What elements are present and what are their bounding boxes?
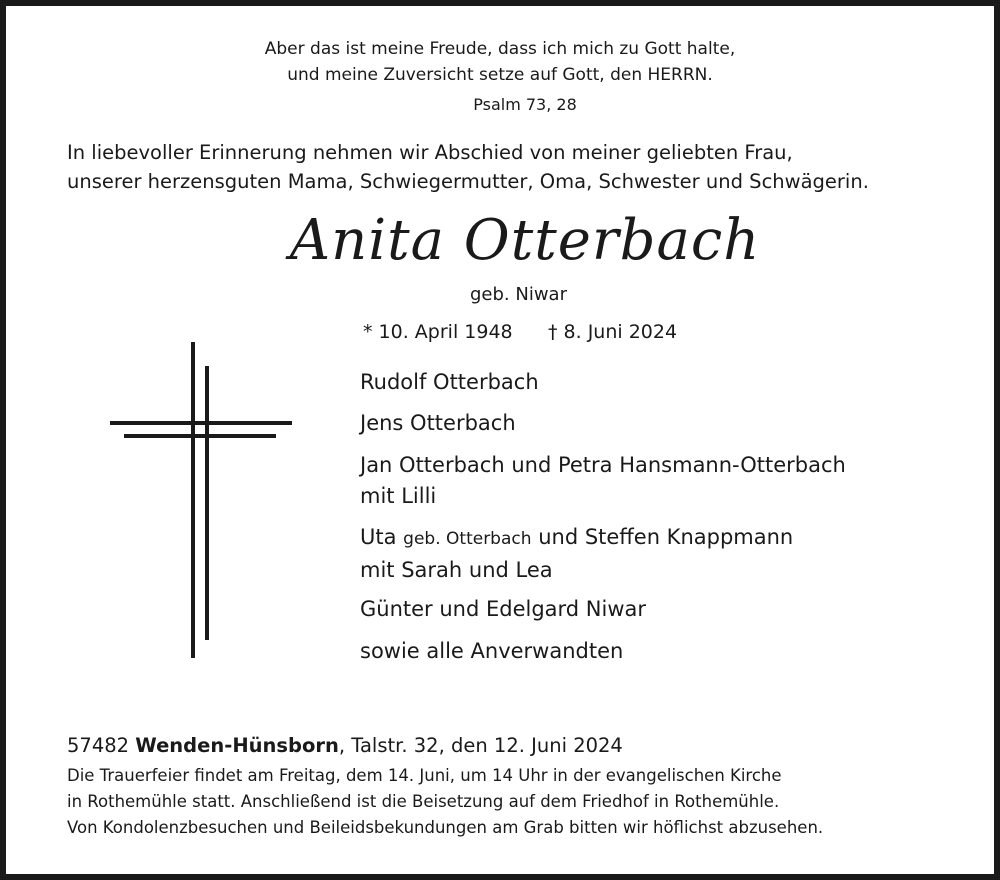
intro-text <box>67 138 869 196</box>
mourner-4-line-1 <box>360 522 793 555</box>
mourner-4-first: Uta <box>360 525 397 549</box>
mourner-4 <box>360 522 793 586</box>
verse-line-1: Aber das ist meine Freude, dass ich mich zu Gott halte, <box>264 39 736 59</box>
mourner-4-line-2: mit Sarah und Lea <box>360 558 553 582</box>
mourner-4-geb: geb. Otterbach <box>403 529 532 549</box>
maiden-name: geb. Niwar <box>470 284 567 305</box>
address-place: Wenden-Hünsborn <box>135 734 339 757</box>
mourner-6: sowie alle Anverwandten <box>360 639 624 663</box>
address-postcode: 57482 <box>67 734 130 757</box>
mourner-4-rest: und Steffen Knappmann <box>538 525 794 549</box>
bible-verse <box>0 36 1000 88</box>
mourner-3-line-1: Jan Otterbach und Petra Hansmann-Otterbach <box>360 453 846 477</box>
deceased-name: Anita Otterbach <box>289 208 761 273</box>
death-date: † 8. Juni 2024 <box>548 321 678 343</box>
birth-date: * 10. April 1948 <box>363 321 513 343</box>
verse-line-2: und meine Zuversicht setze auf Gott, den HERRN. <box>287 65 713 85</box>
intro-line-2: unserer herzensguten Mama, Schwiegermutter, Oma, Schwester und Schwägerin. <box>67 170 869 193</box>
notice-line-1: Die Trauerfeier findet am Freitag, dem 14. Juni, um 14 Uhr in der evangelischen Kirche <box>67 766 782 785</box>
notice-line-2: in Rothemühle statt. Anschließend ist die Beisetzung auf dem Friedhof in Rothemühle. <box>67 792 780 811</box>
mourner-1: Rudolf Otterbach <box>360 370 539 394</box>
mourner-5: Günter und Edelgard Niwar <box>360 597 647 621</box>
mourner-3 <box>360 450 846 512</box>
address-rest: , Talstr. 32, den 12. Juni 2024 <box>338 734 623 757</box>
address-line <box>67 734 623 757</box>
intro-line-1: In liebevoller Erinnerung nehmen wir Abschied von meiner geliebten Frau, <box>67 141 793 164</box>
notice-line-3: Von Kondolenzbesuchen und Beileidsbekundungen am Grab bitten wir höflichst abzusehen. <box>67 818 824 837</box>
cross-icon <box>110 342 295 662</box>
mourner-2: Jens Otterbach <box>360 411 516 435</box>
mourner-3-line-2: mit Lilli <box>360 484 437 508</box>
funeral-notice <box>67 763 823 841</box>
verse-source: Psalm 73, 28 <box>473 95 577 114</box>
